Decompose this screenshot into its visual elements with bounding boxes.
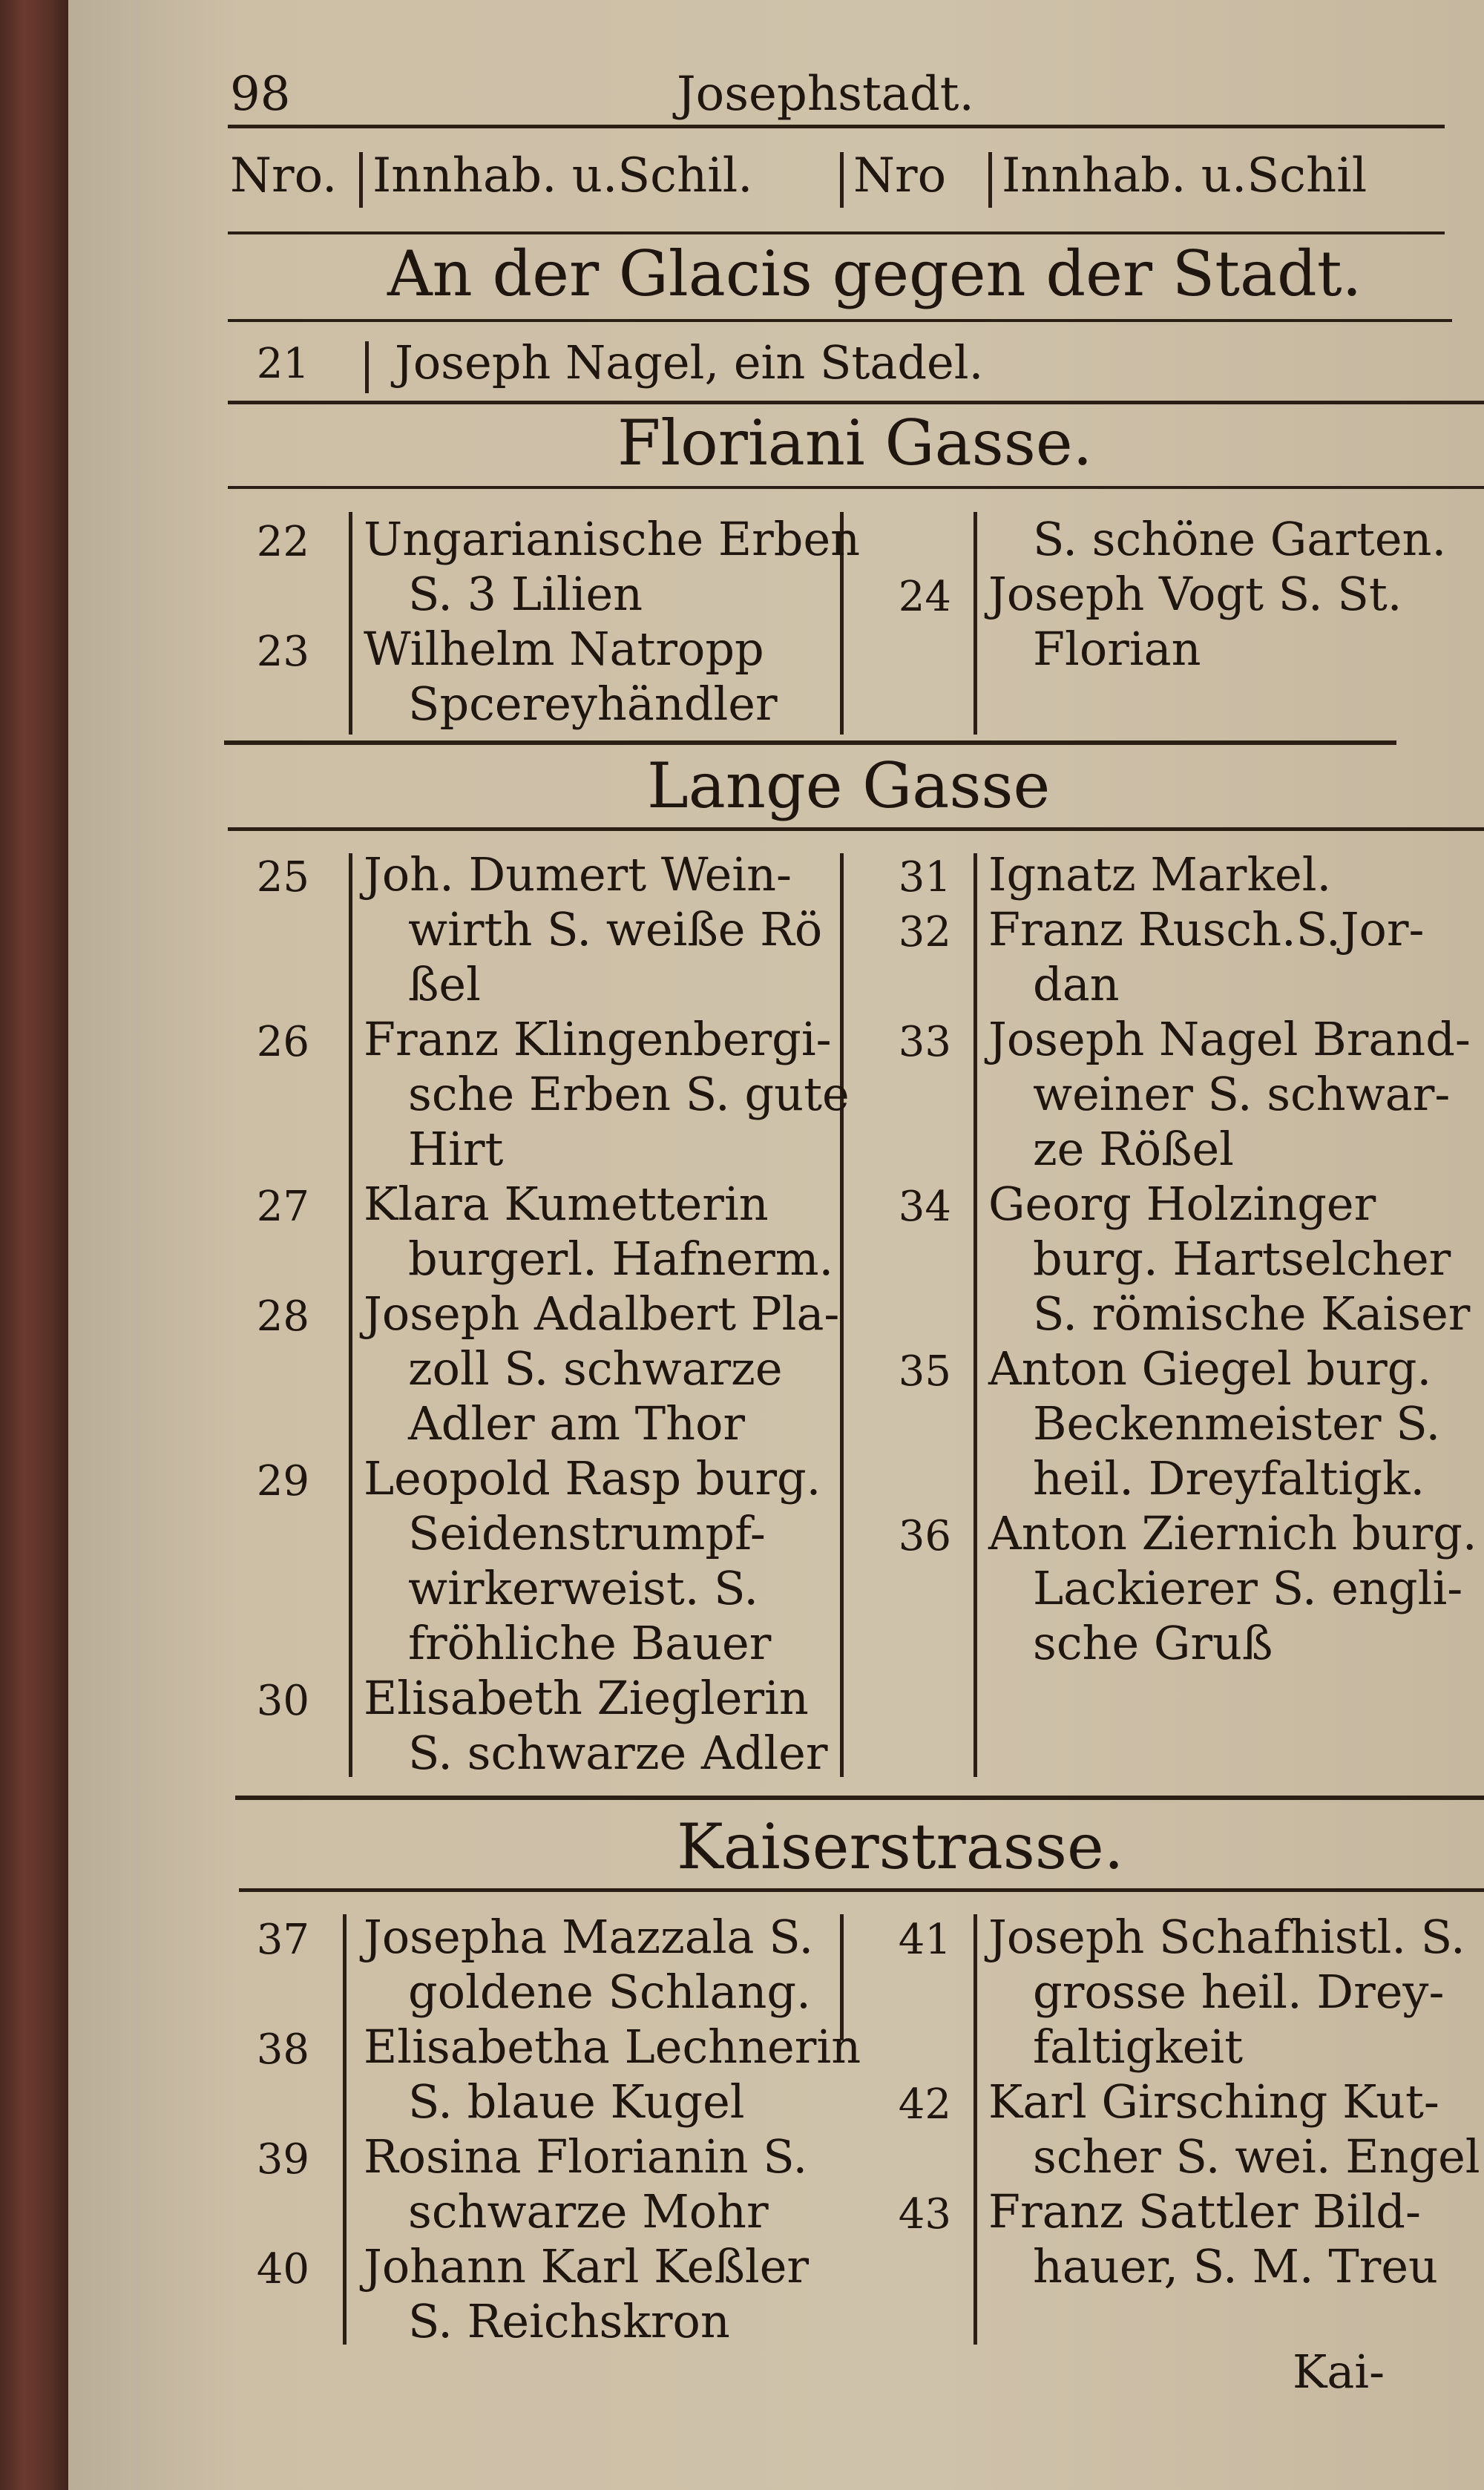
col-divider (974, 853, 977, 1777)
entry-line: Josepha Mazzala S. (364, 1910, 814, 1964)
col-owner-left: Innhab. u.Schil. (372, 148, 753, 203)
house-number: 25 (256, 853, 309, 901)
col-divider (349, 512, 352, 735)
entry-line: weiner S. schwar- (1033, 1067, 1451, 1121)
section-rule (228, 401, 1484, 404)
house-number: 41 (898, 1916, 951, 1964)
col-divider (988, 152, 992, 208)
section-rule (228, 319, 1452, 322)
entry-line: Rosina Florianin S. (364, 2129, 808, 2184)
section-rule (228, 486, 1484, 489)
section-rule (228, 827, 1484, 831)
entry-line: S. blaue Kugel (408, 2075, 745, 2129)
entry-line: ze Rößel (1033, 1122, 1235, 1176)
entry-line: ßel (408, 957, 481, 1011)
entry-line: Spcereyhändler (408, 677, 778, 731)
entry-line: Leopold Rasp burg. (364, 1451, 821, 1505)
house-number: 40 (256, 2245, 309, 2293)
col-divider (974, 512, 977, 735)
house-number: 23 (256, 628, 309, 676)
entry-line: burgerl. Hafnerm. (408, 1232, 834, 1286)
entry-line: S. römische Kaiser (1033, 1287, 1471, 1341)
section-title: Kaiserstrasse. (677, 1810, 1124, 1883)
col-divider (343, 1914, 347, 2345)
entry-line: wirkerweist. S. (408, 1561, 759, 1615)
section-rule (239, 1888, 1484, 1892)
entry-line: Franz Klingenbergi- (364, 1012, 832, 1066)
house-number: 36 (898, 1512, 951, 1560)
house-number: 32 (898, 908, 951, 956)
entry-line: Joseph Nagel Brand- (988, 1012, 1471, 1066)
book-binding (0, 0, 68, 2490)
house-number: 43 (898, 2190, 951, 2238)
house-number: 34 (898, 1183, 951, 1231)
section-title: Lange Gasse (647, 749, 1051, 822)
entry-line: Ungarianische Erben (364, 512, 861, 566)
col-divider (974, 1914, 977, 2345)
entry-line: Karl Girsching Kut- (988, 2075, 1439, 2129)
entry-line: scher S. wei. Engel (1033, 2129, 1480, 2184)
house-number: 30 (256, 1677, 309, 1725)
col-divider (349, 853, 352, 1777)
entry-line: Ignatz Markel. (988, 847, 1332, 901)
entry-line: Joseph Nagel, ein Stadel. (395, 335, 984, 390)
house-number: 26 (256, 1018, 309, 1066)
entry-line: grosse heil. Drey- (1033, 1965, 1445, 2019)
col-nro-left: Nro. (230, 148, 338, 203)
entry-line: Joh. Dumert Wein- (364, 847, 792, 901)
entry-line: goldene Schlang. (408, 1965, 811, 2019)
running-title: Josephstadt. (677, 67, 974, 122)
catchword: Kai- (1293, 2345, 1385, 2399)
entry-line: dan (1033, 957, 1120, 1011)
house-number: 24 (898, 573, 951, 621)
entry-line: fröhliche Bauer (408, 1616, 772, 1670)
entry-line: faltigkeit (1033, 2020, 1244, 2074)
entry-line: Wilhelm Natropp (364, 622, 764, 676)
column-head-rule (228, 231, 1445, 234)
col-divider (359, 152, 363, 208)
section-rule (224, 740, 1396, 745)
section-title: An der Glacis gegen der Stadt. (387, 237, 1362, 310)
header-rule (228, 125, 1445, 128)
entry-line: Anton Giegel burg. (988, 1341, 1432, 1396)
entry-line: Adler am Thor (408, 1396, 746, 1451)
entry-line: zoll S. schwarze (408, 1341, 783, 1396)
entry-line: sche Gruß (1033, 1616, 1273, 1670)
house-number: 22 (256, 518, 309, 566)
col-nro-right: Nro (853, 148, 947, 203)
entry-line: Joseph Adalbert Pla- (364, 1287, 840, 1341)
book-page (68, 0, 1484, 2490)
entry-line: S. schwarze Adler (408, 1726, 828, 1780)
house-number: 35 (898, 1347, 951, 1396)
house-number: 38 (256, 2026, 309, 2074)
house-number: 37 (256, 1916, 309, 1964)
entry-line: Franz Sattler Bild- (988, 2184, 1421, 2238)
house-number: 42 (898, 2080, 951, 2129)
col-divider (840, 853, 844, 1777)
entry-line: schwarze Mohr (408, 2184, 769, 2238)
house-number: 29 (256, 1457, 309, 1505)
col-divider (365, 341, 369, 393)
entry-line: Joseph Schafhistl. S. (988, 1910, 1465, 1964)
entry-line: Elisabeth Zieglerin (364, 1671, 809, 1725)
entry-line: Anton Ziernich burg. (988, 1506, 1477, 1560)
page-number: 98 (230, 67, 291, 122)
entry-line: Hirt (408, 1122, 504, 1176)
entry-line: S. schöne Garten. (1033, 512, 1447, 566)
col-owner-right: Innhab. u.Schil (1002, 148, 1368, 203)
section-rule (235, 1796, 1484, 1800)
entry-line: Georg Holzinger (988, 1177, 1376, 1231)
entry-line: Johann Karl Keßler (364, 2239, 810, 2293)
house-number: 39 (256, 2135, 309, 2184)
house-number: 21 (256, 340, 309, 388)
entry-line: wirth S. weiße Rö (408, 902, 823, 956)
entry-line: burg. Hartselcher (1033, 1232, 1451, 1286)
house-number: 33 (898, 1018, 951, 1066)
entry-line: S. Reichskron (408, 2294, 730, 2348)
house-number: 27 (256, 1183, 309, 1231)
entry-line: hauer, S. M. Treu (1033, 2239, 1438, 2293)
entry-line: Franz Rusch.S.Jor- (988, 902, 1425, 956)
entry-line: Florian (1033, 622, 1201, 676)
entry-line: Seidenstrumpf- (408, 1506, 766, 1560)
entry-line: sche Erben S. gute (408, 1067, 850, 1121)
entry-line: Joseph Vogt S. St. (988, 567, 1402, 621)
entry-line: Lackierer S. engli- (1033, 1561, 1463, 1615)
entry-line: Klara Kumetterin (364, 1177, 769, 1231)
entry-line: heil. Dreyfaltigk. (1033, 1451, 1425, 1505)
col-divider (840, 152, 844, 208)
entry-line: S. 3 Lilien (408, 567, 643, 621)
entry-line: Beckenmeister S. (1033, 1396, 1441, 1451)
entry-line: Elisabetha Lechnerin (364, 2020, 861, 2074)
house-number: 28 (256, 1292, 309, 1341)
house-number: 31 (898, 853, 951, 901)
section-title: Floriani Gasse. (617, 407, 1093, 479)
